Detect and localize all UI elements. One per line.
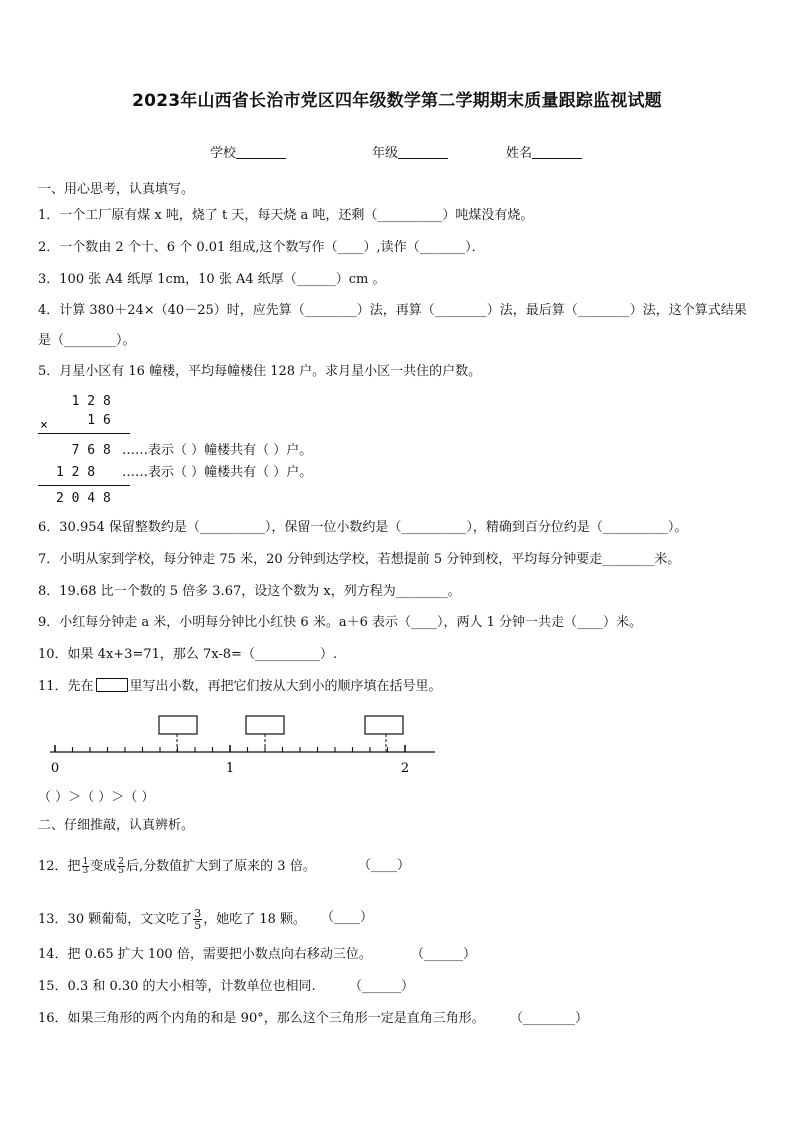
grade-label: 年级 — [372, 146, 399, 161]
answer-box-3[interactable] — [365, 716, 403, 734]
question-15: 15．0.3 和 0.30 的大小相等，计数单位也相同. — [38, 979, 316, 994]
question-4: 4．计算 380＋24×（40－25）时，应先算（________）法，再算（________）法，最后算（________）法，这个算式结果是（________）。 — [38, 303, 747, 348]
question-16-answer[interactable]: （________） — [510, 1011, 589, 1026]
question-12-answer[interactable]: （____） — [358, 858, 411, 873]
mult-rule-1 — [38, 433, 130, 434]
question-11-part-a: 11．先在 — [38, 679, 94, 694]
question-13-part-a: 13．30 颗葡萄，文文吃了 — [38, 912, 193, 927]
question-16: 16．如果三角形的两个内角的和是 90°，那么这个三角形一定是直角三角形。 — [38, 1011, 485, 1026]
question-11-order: （ ）＞（ ）＞（ ） — [38, 790, 155, 805]
answer-boxes — [159, 716, 403, 752]
fraction-one-third — [82, 858, 90, 875]
mult-note-2: ……表示（ ）幢楼共有（ ）户。 — [122, 465, 313, 480]
fraction-numerator: 3 — [194, 907, 202, 920]
school-blank[interactable] — [236, 145, 286, 159]
name-field[interactable] — [506, 142, 582, 161]
question-3: 3．100 张 A4 纸厚 1cm，10 张 A4 纸厚（______）cm 。 — [38, 272, 386, 287]
question-5: 5．月星小区有 16 幢楼，平均每幢楼住 128 户。求月星小区一共住的户数。 — [38, 364, 482, 379]
fraction-denominator: 5 — [194, 919, 202, 932]
question-8: 8．19.68 比一个数的 5 倍多 3.67，设这个数为 x，列方程为________。 — [38, 584, 461, 599]
number-line-ticks — [55, 745, 405, 752]
name-blank[interactable] — [532, 145, 582, 159]
question-12-part-a: 12．把 — [38, 859, 81, 874]
question-13-answer[interactable]: （____） — [321, 910, 374, 925]
question-12-part-c: 后,分数值扩大到了原来的 3 倍。 — [126, 859, 316, 874]
multiply-sign: × — [40, 418, 48, 433]
question-13 — [38, 908, 306, 931]
number-line-label-0: 0 — [50, 761, 60, 776]
answer-box-2[interactable] — [246, 716, 284, 734]
question-11-part-b: 里写出小数，再把它们按从大到小的顺序填在括号里。 — [129, 679, 442, 694]
question-2: 2．一个数由 2 个十、6 个 0.01 组成,这个数写作（____）,读作（_______）． — [38, 240, 485, 255]
fraction-denominator: 5 — [118, 866, 125, 876]
question-12 — [38, 858, 316, 875]
name-label: 姓名 — [506, 146, 533, 161]
fraction-three-fifths — [193, 908, 202, 931]
question-9: 9．小红每分钟走 a 米，小明每分钟比小红快 6 米。a＋6 表示（____），两人 1 分钟一共走（____）米。 — [38, 615, 643, 630]
section-heading-2: 二、仔细推敲，认真辨析。 — [38, 818, 195, 833]
mult-rule-2 — [38, 485, 130, 486]
question-13-part-b: ，她吃了 18 颗。 — [203, 912, 307, 927]
question-10: 10．如果 4x+3=71，那么 7x-8=（__________）. — [38, 647, 338, 662]
question-14: 14．把 0.65 扩大 100 倍，需要把小数点向右移动三位。 — [38, 947, 372, 962]
fraction-numerator: 1 — [82, 857, 89, 867]
fraction-denominator: 3 — [82, 866, 89, 876]
number-line — [40, 708, 450, 778]
fraction-numerator: 2 — [118, 857, 125, 867]
page-title: 2023年山西省长治市党区四年级数学第二学期期末质量跟踪监视试题 — [132, 91, 662, 111]
question-6: 6．30.954 保留整数约是（__________），保留一位小数约是（__________），精确到百分位约是（__________）。 — [38, 520, 688, 535]
school-label: 学校 — [210, 146, 237, 161]
question-1: 1．一个工厂原有煤 x 吨，烧了 t 天，每天烧 a 吨，还剩（__________）吨煤没有烧。 — [38, 208, 534, 223]
question-12-part-b: 变成 — [90, 859, 117, 874]
fraction-two-fifths — [117, 858, 125, 875]
mult-line-3: 7 6 8 — [56, 443, 111, 458]
question-7: 7．小明从家到学校，每分钟走 75 米，20 分钟到达学校，若想提前 5 分钟到校，平均每分钟要走________米。 — [38, 552, 681, 567]
mult-line-2: 1 6 — [56, 413, 111, 428]
number-line-label-2: 2 — [400, 761, 410, 776]
grade-field[interactable] — [372, 142, 448, 161]
number-line-label-1: 1 — [225, 761, 235, 776]
section-heading-1: 一、用心思考，认真填写。 — [38, 182, 195, 197]
question-15-answer[interactable]: （______） — [349, 979, 415, 994]
mult-note-1: ……表示（ ）幢楼共有（ ）户。 — [122, 443, 313, 458]
mult-line-4: 1 2 8 — [56, 465, 96, 480]
mult-line-5: 2 0 4 8 — [56, 491, 111, 506]
answer-box-sample — [96, 678, 128, 692]
mult-line-1: 1 2 8 — [56, 394, 111, 409]
school-field[interactable] — [210, 142, 286, 161]
grade-blank[interactable] — [398, 145, 448, 159]
answer-box-1[interactable] — [159, 716, 197, 734]
question-14-answer[interactable]: （______） — [411, 947, 477, 962]
question-11 — [38, 678, 442, 695]
